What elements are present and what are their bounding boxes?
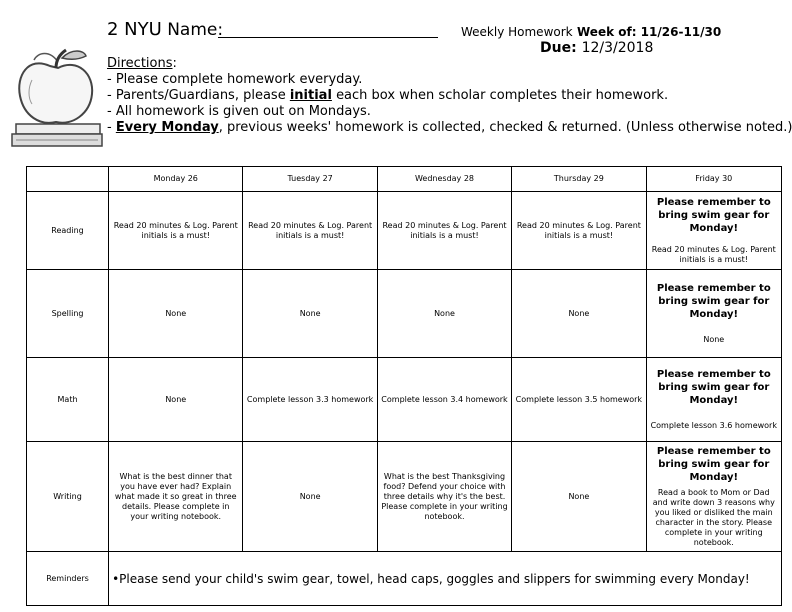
reading-fri-text: Read 20 minutes & Log. Parent initials is a must! bbox=[651, 245, 776, 264]
writing-mon[interactable]: What is the best dinner that you have ever had? Explain what made it so great in three details. Please complete in your writing notebook. bbox=[109, 442, 243, 552]
subject-reading[interactable]: Reading bbox=[27, 192, 109, 270]
swim-gear-reminder: Please remember to bring swim gear for Monday! bbox=[656, 283, 771, 320]
reading-row bbox=[27, 192, 782, 270]
direction-line-2-initial: initial bbox=[289, 88, 332, 103]
class-name: 2 NYU bbox=[107, 19, 162, 40]
spelling-wed[interactable]: None bbox=[377, 270, 511, 358]
writing-row bbox=[27, 442, 782, 552]
direction-line-3: - All homework is given out on Mondays. bbox=[107, 104, 371, 119]
math-fri-text: Complete lesson 3.6 homework bbox=[650, 421, 777, 430]
reading-mon[interactable]: Read 20 minutes & Log. Parent initials is a must! bbox=[109, 192, 243, 270]
direction-line-4-rest: , previous weeks' homework is collected, checked & returned. (Unless otherwise noted.) bbox=[218, 120, 792, 135]
direction-line-2-b: each box when scholar completes their homework. bbox=[336, 88, 669, 103]
directions bbox=[107, 56, 792, 136]
reading-tue[interactable]: Read 20 minutes & Log. Parent initials is a must! bbox=[243, 192, 377, 270]
spelling-fri-text: None bbox=[703, 335, 725, 344]
writing-thu[interactable]: None bbox=[512, 442, 646, 552]
direction-line-2-a: - Parents/Guardians, please bbox=[107, 88, 286, 103]
math-mon[interactable]: None bbox=[109, 358, 243, 442]
writing-tue[interactable]: None bbox=[243, 442, 377, 552]
name-line[interactable] bbox=[218, 37, 438, 38]
swim-gear-reminder: Please remember to bring swim gear for Monday! bbox=[656, 369, 771, 406]
reminders-text[interactable]: •Please send your child's swim gear, towel, head caps, goggles and slippers for swimming every Monday! bbox=[109, 552, 782, 606]
reading-thu[interactable]: Read 20 minutes & Log. Parent initials is a must! bbox=[512, 192, 646, 270]
spelling-row bbox=[27, 270, 782, 358]
due-label: Due: bbox=[540, 40, 577, 56]
header-class-name bbox=[107, 19, 223, 40]
subject-writing[interactable]: Writing bbox=[27, 442, 109, 552]
writing-fri[interactable] bbox=[646, 442, 781, 552]
reading-wed[interactable]: Read 20 minutes & Log. Parent initials is a must! bbox=[377, 192, 511, 270]
weekly-homework-title: Weekly Homework bbox=[461, 25, 573, 39]
subject-spelling[interactable]: Spelling bbox=[27, 270, 109, 358]
day-thursday: Thursday 29 bbox=[512, 167, 646, 192]
math-tue[interactable]: Complete lesson 3.3 homework bbox=[243, 358, 377, 442]
direction-line-1: - Please complete homework everyday. bbox=[107, 72, 363, 87]
spelling-thu[interactable]: None bbox=[512, 270, 646, 358]
name-label: Name: bbox=[167, 20, 224, 40]
subject-math[interactable]: Math bbox=[27, 358, 109, 442]
due-date bbox=[540, 40, 653, 56]
spelling-tue[interactable]: None bbox=[243, 270, 377, 358]
spelling-mon[interactable]: None bbox=[109, 270, 243, 358]
week-of: Week of: 11/26-11/30 bbox=[577, 25, 722, 39]
homework-table bbox=[26, 166, 782, 606]
math-wed[interactable]: Complete lesson 3.4 homework bbox=[377, 358, 511, 442]
direction-line-4-dash: - bbox=[107, 120, 116, 135]
directions-title: Directions bbox=[107, 56, 173, 71]
math-row bbox=[27, 358, 782, 442]
writing-wed[interactable]: What is the best Thanksgiving food? Defend your choice with three details why it's the best. Please complete in your writing notebook. bbox=[377, 442, 511, 552]
swim-gear-reminder: Please remember to bring swim gear for Monday! bbox=[656, 197, 771, 234]
math-fri[interactable] bbox=[646, 358, 781, 442]
days-header-row bbox=[27, 167, 782, 192]
direction-line-4-every-monday: Every Monday bbox=[115, 120, 219, 135]
direction-line-4 bbox=[107, 120, 792, 136]
day-monday: Monday 26 bbox=[109, 167, 243, 192]
apple-on-books-icon bbox=[10, 40, 106, 150]
math-thu[interactable]: Complete lesson 3.5 homework bbox=[512, 358, 646, 442]
spelling-fri[interactable] bbox=[646, 270, 781, 358]
due-value: 12/3/2018 bbox=[581, 40, 654, 56]
day-wednesday: Wednesday 28 bbox=[377, 167, 511, 192]
corner-cell bbox=[27, 167, 109, 192]
subject-reminders[interactable]: Reminders bbox=[27, 552, 109, 606]
day-tuesday: Tuesday 27 bbox=[243, 167, 377, 192]
direction-line-2 bbox=[107, 88, 792, 104]
day-friday: Friday 30 bbox=[646, 167, 781, 192]
swim-gear-reminder: Please remember to bring swim gear for Monday! bbox=[656, 446, 771, 483]
reading-fri[interactable] bbox=[646, 192, 781, 270]
reminders-row bbox=[27, 552, 782, 606]
writing-fri-text: Read a book to Mom or Dad and write down 3 reasons why you liked or disliked the main character in the story. Please complete in your writing notebook. bbox=[652, 488, 775, 547]
directions-colon: : bbox=[172, 56, 177, 71]
